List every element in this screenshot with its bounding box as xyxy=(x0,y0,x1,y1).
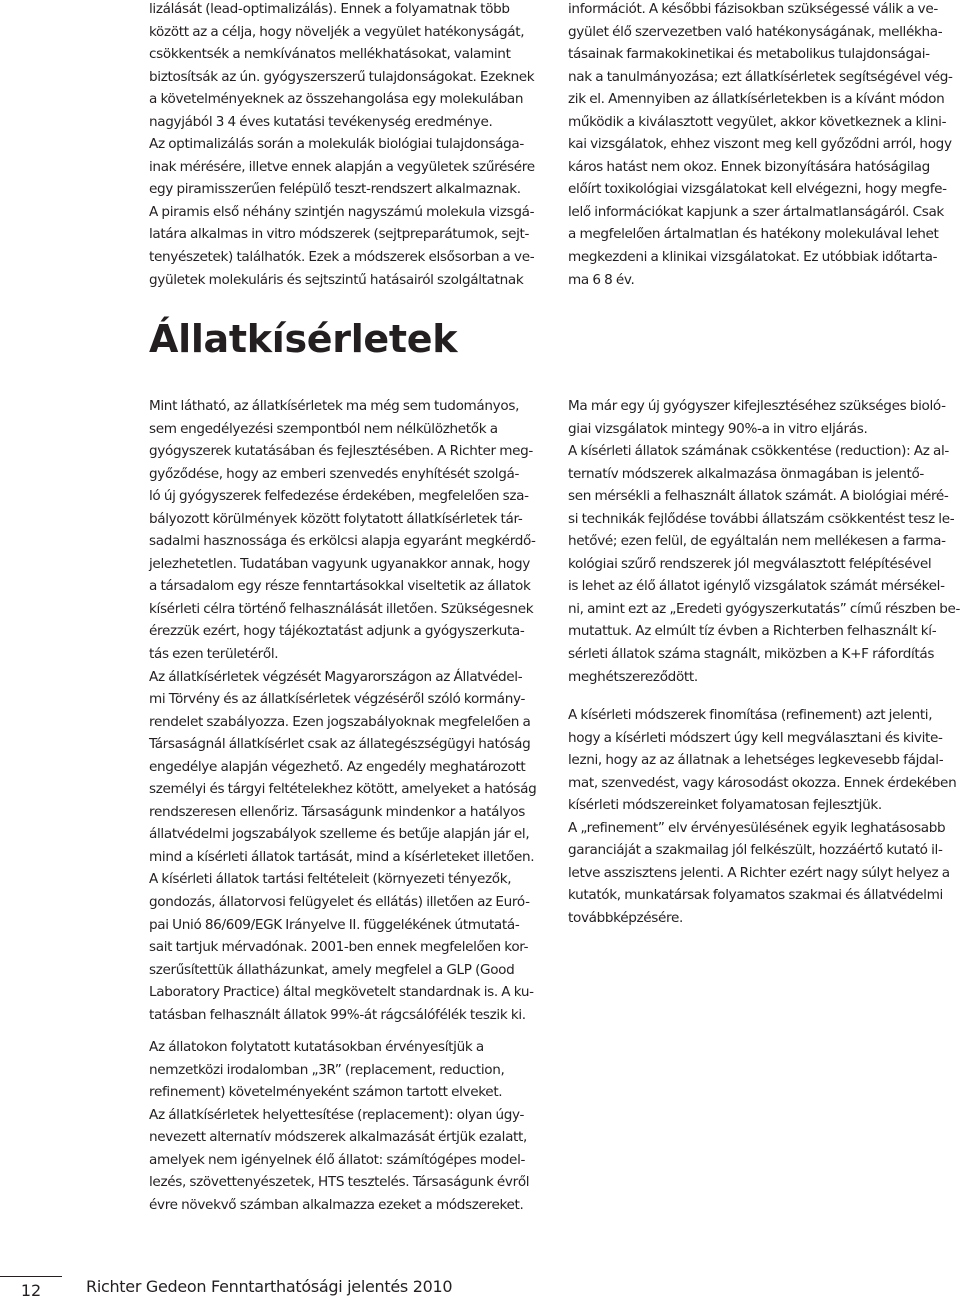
text-line: meghétszereződött. xyxy=(568,668,698,685)
text-line: továbbképzésére. xyxy=(568,909,683,926)
text-line: sérleti állatok száma stagnált, miközben a K+F ráfordítás xyxy=(568,646,935,663)
text-line: nak a tanulmányozása; ezt állatkísérletek segítségével vég- xyxy=(568,68,953,85)
text-line: is lehet az élő állatot igénylő vizsgálatok számát mérsékel- xyxy=(568,578,945,595)
section-heading: Állatkísérletek xyxy=(149,317,458,361)
text-line: kísérleti célra történő felhasználását illetően. Szükségesnek xyxy=(149,600,534,617)
text-line: Laboratory Practice) által megkövetelt standardnak is. A ku- xyxy=(149,984,534,1001)
reduction-text xyxy=(568,395,960,688)
text-line: A „refinement” elv érvényesülésének egyik leghatásosabb xyxy=(568,819,946,836)
text-line: ma 6 8 év. xyxy=(568,271,635,288)
text-line: pai Unió 86/609/EGK Irányelve II. függelékének útmutatá- xyxy=(149,916,520,933)
text-line: jelezhetetlen. Tudatában vagyunk ugyanakkor annak, hogy xyxy=(149,555,530,572)
text-line: megkezdeni a klinikai vizsgálatokat. Ez utóbbiak időtarta- xyxy=(568,249,938,266)
animal-testing-text-left xyxy=(149,395,541,1026)
text-line: a megfelelően ártalmatlan és hatékony molekulával lehet xyxy=(568,226,939,243)
text-line: állatvédelmi jogszabályok szelleme és betűje alapján jár el, xyxy=(149,826,530,843)
text-line: kutatók, munkatársak folyamatos szakmai és állatvédelmi xyxy=(568,887,943,904)
text-line: ló új gyógyszerek felfedezése érdekében, megfelelően sza- xyxy=(149,488,529,505)
text-line: győződése, hogy az emberi szenvedés enyhítését szolgá- xyxy=(149,465,520,482)
text-line: kológiai szűrő rendszerek jól megválasztott felépítésével xyxy=(568,555,932,572)
text-line: szerűsítettük állatházunkat, amely megfelel a GLP (Good xyxy=(149,961,515,978)
text-line: inak mérésére, illetve ennek alapján a vegyületek szűrésére xyxy=(149,158,535,175)
text-line: ternatív módszerek alkalmazása önmagában is jelentő- xyxy=(568,465,924,482)
text-line: bályozott körülmények között folytatott állatkísérletek tár- xyxy=(149,510,523,527)
text-line: lizálását (lead-optimalizálás). Ennek a folyamatnak több xyxy=(149,1,510,17)
text-line: sait tartjuk mérvadónak. 2001-ben ennek megfelelően kor- xyxy=(149,939,529,956)
text-line: sen mérsékli a felhasznált állatok számát. A biológiai méré- xyxy=(568,488,949,505)
intro-text-right xyxy=(568,0,960,291)
text-line: személyi és tárgyi feltételekhez kötött, amelyeket a hatóság xyxy=(149,781,537,798)
text-line: tás ezen területéről. xyxy=(149,646,279,663)
intro-text-left xyxy=(149,0,541,291)
text-line: káros hatást nem okoz. Ennek bizonyítására hatóságilag xyxy=(568,158,930,175)
footer-title: Richter Gedeon Fenntarthatósági jelentés 2010 xyxy=(86,1277,453,1296)
text-line: sem engedélyezési szempontból nem nélkülözhetők a xyxy=(149,420,498,437)
text-line: Az optimalizálás során a molekulák biológiai tulajdonsága- xyxy=(149,136,524,153)
text-line: gyógyszerek kutatásában és fejlesztésében. A Richter meg- xyxy=(149,443,533,460)
text-line: A kísérleti állatok tartási feltételeit (környezeti tényezők, xyxy=(149,871,512,888)
text-line: nevezett alternatív módszerek alkalmazását értjük ezalatt, xyxy=(149,1129,527,1146)
text-line: gondozás, állatorvosi felügyelet és ellátás) illetően az Euró- xyxy=(149,894,530,911)
text-line: amelyek nem igényelnek élő állatot: számítógépes model- xyxy=(149,1151,526,1168)
text-line: lezni, hogy az az állatnak a lehetséges legkevesebb fájdal- xyxy=(568,752,944,769)
text-line: mi Törvény és az állatkísérletek végzéséről szóló kormány- xyxy=(149,691,526,708)
footer-rule xyxy=(0,1276,62,1277)
text-line: hogy a kísérleti módszert úgy kell megválasztani és kivite- xyxy=(568,729,943,746)
text-line: a követelményeknek az összehangolása egy molekulában xyxy=(149,91,524,108)
text-line: mutattuk. Az elmúlt tíz évben a Richterben felhasznált kí- xyxy=(568,623,937,640)
text-line: előírt toxikológiai vizsgálatokat kell elvégezni, hogy megfe- xyxy=(568,181,947,198)
text-line: latára alkalmas in vitro módszerek (sejtpreparátumok, sejt- xyxy=(149,226,530,243)
text-line: mat, szenvedést, vagy károsodást okozza. Ennek érdekében xyxy=(568,774,957,791)
text-line: A piramis első néhány szintjén nagyszámú molekula vizsgá- xyxy=(149,203,535,220)
text-line: lezés, szövettenyészetek, HTS tesztelés. Társaságunk évről xyxy=(149,1174,530,1191)
text-line: hetővé; ezen felül, de egyáltalán nem mellékesen a farma- xyxy=(568,533,946,550)
text-line: zik el. Amennyiben az állatkísérletekben is a kívánt módon xyxy=(568,91,945,108)
text-line: si technikák fejlődése további állatszám csökkentést tesz le- xyxy=(568,510,955,527)
text-line: nemzetközi irodalomban „3R” (replacement, reduction, xyxy=(149,1061,505,1078)
text-line: Ma már egy új gyógyszer kifejlesztéséhez szükséges bioló- xyxy=(568,398,946,414)
text-line: évre növekvő számban alkalmazza ezeket a módszereket. xyxy=(149,1196,524,1213)
text-line: rendszeresen ellenőriz. Társaságunk mindenkor a hatályos xyxy=(149,803,525,820)
three-r-text xyxy=(149,1036,541,1216)
text-line: garanciáját a szakmailag jól felkészült, hozzáértő kutató il- xyxy=(568,842,943,859)
page-number: 12 xyxy=(20,1281,42,1300)
text-line: ni, amint ezt az „Eredeti gyógyszerkutatás” című részben be- xyxy=(568,600,960,617)
text-line: nagyjából 3 4 éves kutatási tevékenység eredménye. xyxy=(149,113,493,130)
text-line: kai vizsgálatok, ehhez viszont meg kell győződni arról, hogy xyxy=(568,136,952,153)
text-line: Mint látható, az állatkísérletek ma még sem tudományos, xyxy=(149,398,520,414)
text-line: egy piramisszerűen felépülő teszt-rendszert alkalmaznak. xyxy=(149,181,521,198)
text-line: a társadalom egy része fenntartásokkal viseltetik az állatok xyxy=(149,578,531,595)
text-line: Az állatokon folytatott kutatásokban érvényesítjük a xyxy=(149,1039,484,1055)
text-line: tatásban felhasznált állatok 99%-át rágcsálófélék teszik ki. xyxy=(149,1006,526,1023)
text-line: Az állatkísérletek helyettesítése (replacement): olyan úgy- xyxy=(149,1106,525,1123)
text-line: refinement) követelményeként számon tartott elveket. xyxy=(149,1084,503,1101)
text-line: Társaságnál állatkísérlet csak az állategészségügyi hatóság xyxy=(149,736,531,753)
text-line: A kísérleti módszerek finomítása (refinement) azt jelenti, xyxy=(568,707,933,723)
text-line: engedélye alapján végezhető. Az engedély meghatározott xyxy=(149,758,526,775)
text-line: A kísérleti állatok számának csökkentése (reduction): Az al- xyxy=(568,443,949,460)
text-line: gyületek molekuláris és sejtszintű hatásairól szolgáltatnak xyxy=(149,271,524,288)
text-line: tásainak farmakokinetikai és metabolikus tulajdonságai- xyxy=(568,46,930,63)
refinement-text xyxy=(568,704,960,929)
text-line: sadalmi hasznossága és erkölcsi alapja egyaránt megkérdő- xyxy=(149,533,536,550)
text-line: kísérleti módszereinket folyamatosan fejlesztjük. xyxy=(568,797,882,814)
text-line: Az állatkísérletek végzését Magyarországon az Állatvédel- xyxy=(149,668,523,685)
text-line: letve asszisztens jelenti. A Richter ezért nagy súlyt helyez a xyxy=(568,864,950,881)
text-line: között az a célja, hogy növeljék a vegyület hatékonyságát, xyxy=(149,23,525,40)
text-line: csökkentsék a nemkívánatos mellékhatásokat, valamint xyxy=(149,46,511,63)
text-line: gyület élő szervezetben való hatékonyságának, mellékha- xyxy=(568,23,943,40)
text-line: giai vizsgálatok mintegy 90%-a in vitro eljárás. xyxy=(568,420,868,437)
text-line: tenyészetek) találhatók. Ezek a módszerek elsősorban a ve- xyxy=(149,249,535,266)
text-line: lelő információkat kapjunk a szer ártalmatlanságáról. Csak xyxy=(568,203,944,220)
text-line: mind a kísérleti állatok tartását, mind a kísérleteket illetően. xyxy=(149,848,535,865)
text-line: érezzük ezért, hogy tájékoztatást adjunk a gyógyszerkuta- xyxy=(149,623,525,640)
text-line: rendelet szabályozza. Ezen jogszabályoknak megfelelően a xyxy=(149,713,531,730)
text-line: biztosítsák az ún. gyógyszerszerű tulajdonságokat. Ezeknek xyxy=(149,68,535,85)
text-line: információt. A későbbi fázisokban szükségessé válik a ve- xyxy=(568,1,938,17)
text-line: működik a kiválasztott vegyület, akkor következnek a klini- xyxy=(568,113,947,130)
